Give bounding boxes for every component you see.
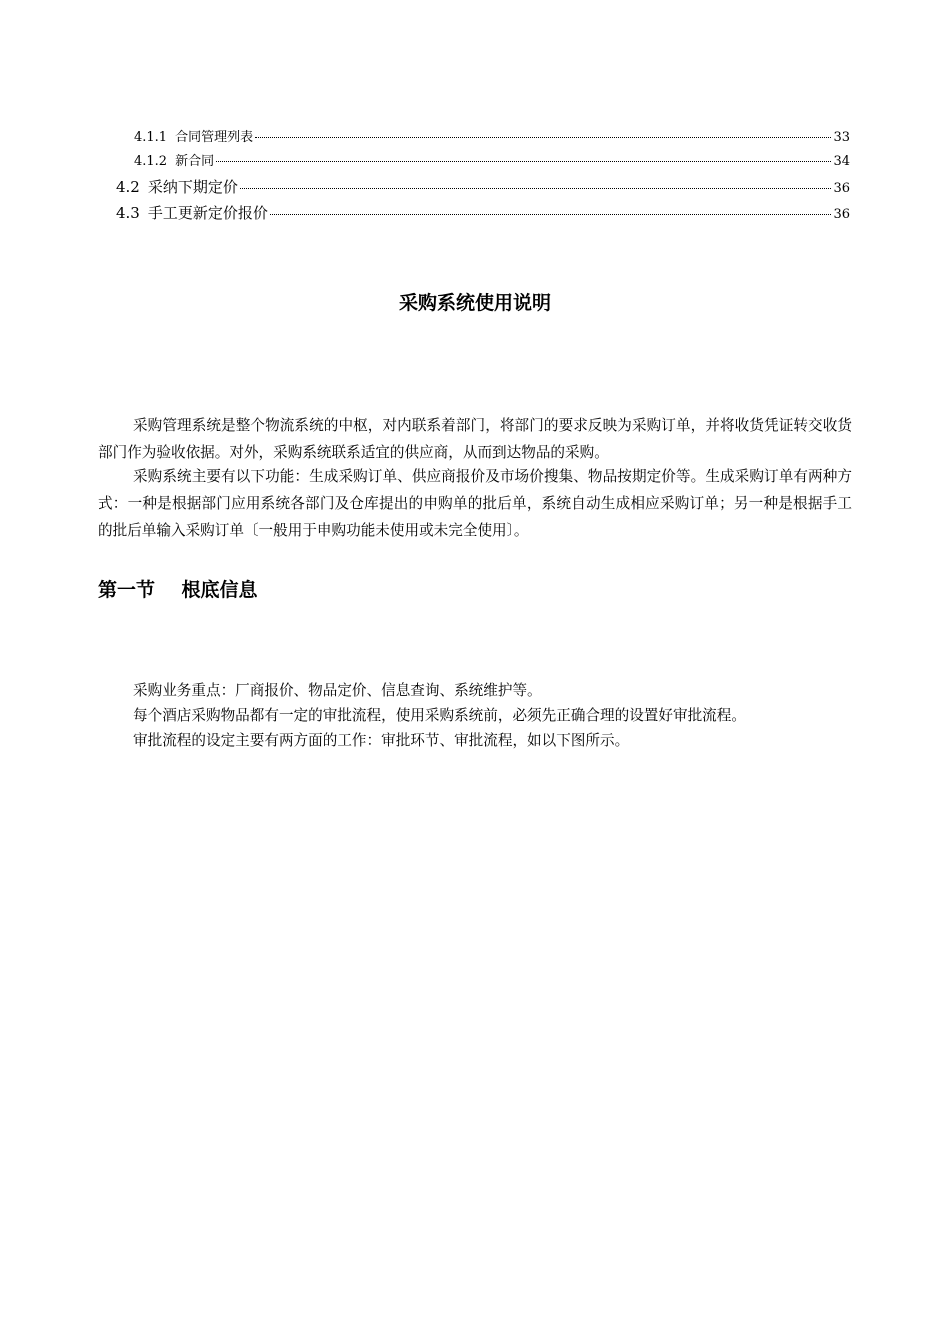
toc-entry-page: 33 — [833, 130, 850, 145]
section-line-1: 采购业务重点：厂商报价、物品定价、信息查询、系统维护等。 — [133, 682, 542, 699]
toc-entry-4-1-1[interactable] — [134, 126, 850, 150]
toc-entry-4-3[interactable] — [116, 200, 850, 226]
toc-dot-leader — [216, 161, 831, 162]
toc-entry-title: 手工更新定价报价 — [147, 204, 268, 222]
toc-dot-leader — [255, 137, 831, 138]
toc-entry-page: 36 — [833, 181, 850, 196]
toc-entry-title: 采纳下期定价 — [147, 178, 238, 196]
table-of-contents — [0, 126, 950, 226]
toc-entry-page: 36 — [833, 207, 850, 222]
document-title: 采购系统使用说明 — [398, 292, 551, 314]
toc-entry-4-1-2[interactable] — [134, 150, 850, 174]
toc-dot-leader — [270, 214, 832, 215]
section-line-3: 审批流程的设定主要有两方面的工作：审批环节、审批流程，如以下图所示。 — [133, 732, 630, 749]
toc-dot-leader — [240, 188, 832, 189]
toc-entry-number: 4.1.2 — [134, 154, 168, 169]
toc-entry-title: 合同管理列表 — [175, 130, 254, 145]
toc-entry-title: 新合同 — [175, 154, 215, 169]
section-heading: 第一节 根底信息 — [98, 579, 258, 601]
section-line-2: 每个酒店采购物品都有一定的审批流程，使用采购系统前，必须先正确合理的设置好审批流程。 — [133, 707, 746, 724]
toc-entry-number: 4.2 — [116, 178, 140, 196]
toc-entry-page: 34 — [833, 154, 850, 169]
toc-entry-4-2[interactable] — [116, 174, 850, 200]
intro-paragraph-2: 采购系统主要有以下功能：生成采购订单、供应商报价及市场价搜集、物品按期定价等。生成采购订单有两种方式：一种是根据部门应用系统各部门及仓库提出的申购单的批后单，系统自动生成相应采购订单；另一种是根据手工的批后单输入采购订单〔一般用于申购功能未使用或未完全使用〕。 — [98, 468, 852, 539]
toc-entry-number: 4.3 — [116, 204, 140, 222]
toc-entry-number: 4.1.1 — [134, 130, 168, 145]
intro-paragraph-1: 采购管理系统是整个物流系统的中枢，对内联系着部门，将部门的要求反映为采购订单，并将收货凭证转交收货部门作为验收依据。对外，采购系统联系适宜的供应商，从而到达物品的采购。 — [98, 417, 852, 461]
